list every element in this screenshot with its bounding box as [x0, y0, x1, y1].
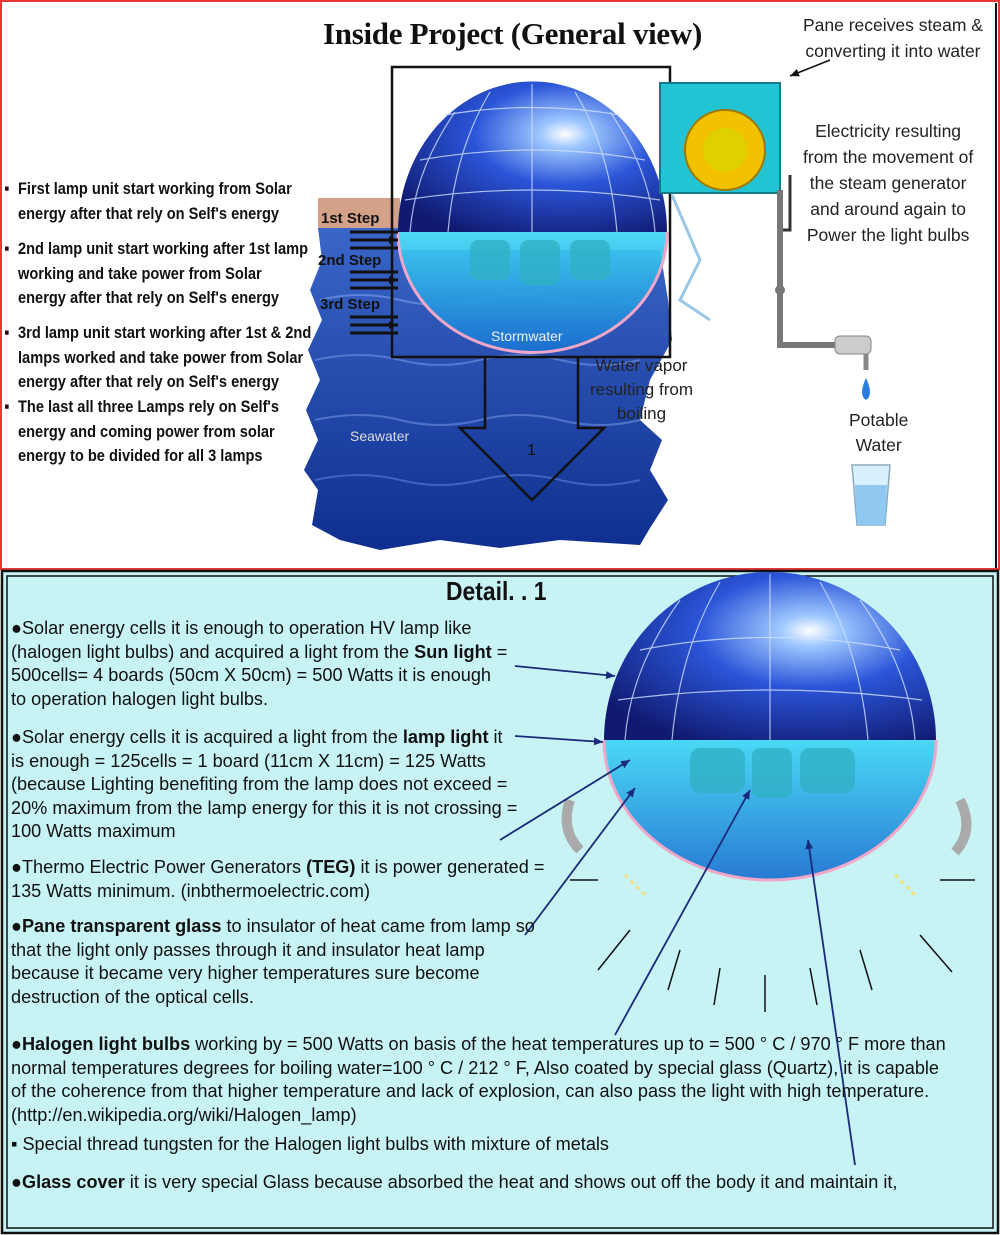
detail-paragraph: ●Thermo Electric Power Generators (TEG) it is power generated = 135 Watts minimum. (inbthermoelectric.com): [11, 856, 545, 901]
left-step-line: The last all three Lamps rely on Self's: [18, 397, 280, 416]
left-step-line: 3rd lamp unit start working after 1st & 2nd: [18, 323, 312, 342]
bullet-icon: ▪: [4, 239, 10, 258]
vapor-label: Water vapor resulting from boiling: [590, 356, 693, 423]
step-label: 1st Step: [321, 210, 380, 227]
pane-label: Pane receives steam & converting it into water: [803, 15, 983, 61]
step-label: 2nd Step: [318, 252, 382, 269]
bullet-icon: ▪: [4, 323, 10, 342]
page-title: Inside Project (General view): [323, 16, 702, 51]
left-step-line: First lamp unit start working from Solar: [18, 179, 292, 198]
seawater-label: Seawater: [350, 428, 410, 444]
detail-paragraph: ●Glass cover it is very special Glass because absorbed the heat and shows out off the body it and maintain it,: [11, 1171, 898, 1192]
detail-paragraph: ●Solar energy cells it is acquired a light from the lamp light it is enough = 125cells = 1 board (11cm X 11cm) = 125 Watts (because Lighting benefiting from the lamp does not exceed = 20% maximum from the lamp energy for this it is not crossing = 100 Watts maximum: [11, 726, 518, 841]
left-step-item: [4, 321, 312, 395]
detail-paragraph: ●Solar energy cells it is enough to operation HV lamp like (halogen light bulbs) and acquired a light from the Sun light = 500cells= 4 boards (50cm X 50cm) = 500 Watts it is enough to operation halogen light bulbs.: [11, 617, 508, 709]
left-step-line: energy after that rely on Self's energy: [18, 372, 280, 391]
left-step-line: lamps worked and take power from Solar: [18, 347, 304, 367]
left-step-line: 2nd lamp unit start working after 1st lamp: [18, 239, 309, 258]
left-step-item: [4, 237, 309, 311]
left-step-line: energy and coming power from solar: [18, 421, 275, 441]
bullet-icon: ▪: [4, 179, 10, 198]
electricity-label: Electricity resulting from the movement of the steam generator and around again to Power the light bulbs: [803, 121, 974, 245]
left-step-line: energy after that rely on Self's energy: [18, 288, 280, 307]
detail-paragraph: ●Pane transparent glass to insulator of heat came from lamp so that the light only passes through it and insulator heat lamp because it became very higher temperatures sure become destruction of the optical cells.: [11, 915, 535, 1007]
left-step-item: [4, 177, 292, 226]
left-step-line: energy to be divided for all 3 lamps: [18, 446, 263, 465]
detail-paragraph: ●Halogen light bulbs working by = 500 Watts on basis of the heat temperatures up to = 500 ° C / 970 ° F more than normal temperatures degrees for boiling water=100 ° C / 212 ° F, Also coated by special glass (Quartz), it is capable of the coherence from that higher temperature and lack of explosion, can also pass the light with high temperature. (http://en.wikipedia.org/wiki/Halogen_lamp): [11, 1033, 946, 1125]
step-label: 3rd Step: [320, 296, 381, 313]
arrow-number-label: 1: [527, 442, 536, 459]
potable-water-label: Potable Water: [849, 410, 909, 455]
left-step-line: working and take power from Solar: [18, 263, 262, 283]
bullet-icon: ▪: [4, 397, 10, 416]
detail-title: Detail. . 1: [446, 576, 547, 606]
left-step-item: [4, 395, 280, 469]
detail-paragraph: ▪ Special thread tungsten for the Halogen light bulbs with mixture of metals: [11, 1133, 609, 1154]
left-step-line: energy after that rely on Self's energy: [18, 203, 280, 223]
stormwater-label: Stormwater: [491, 328, 563, 344]
